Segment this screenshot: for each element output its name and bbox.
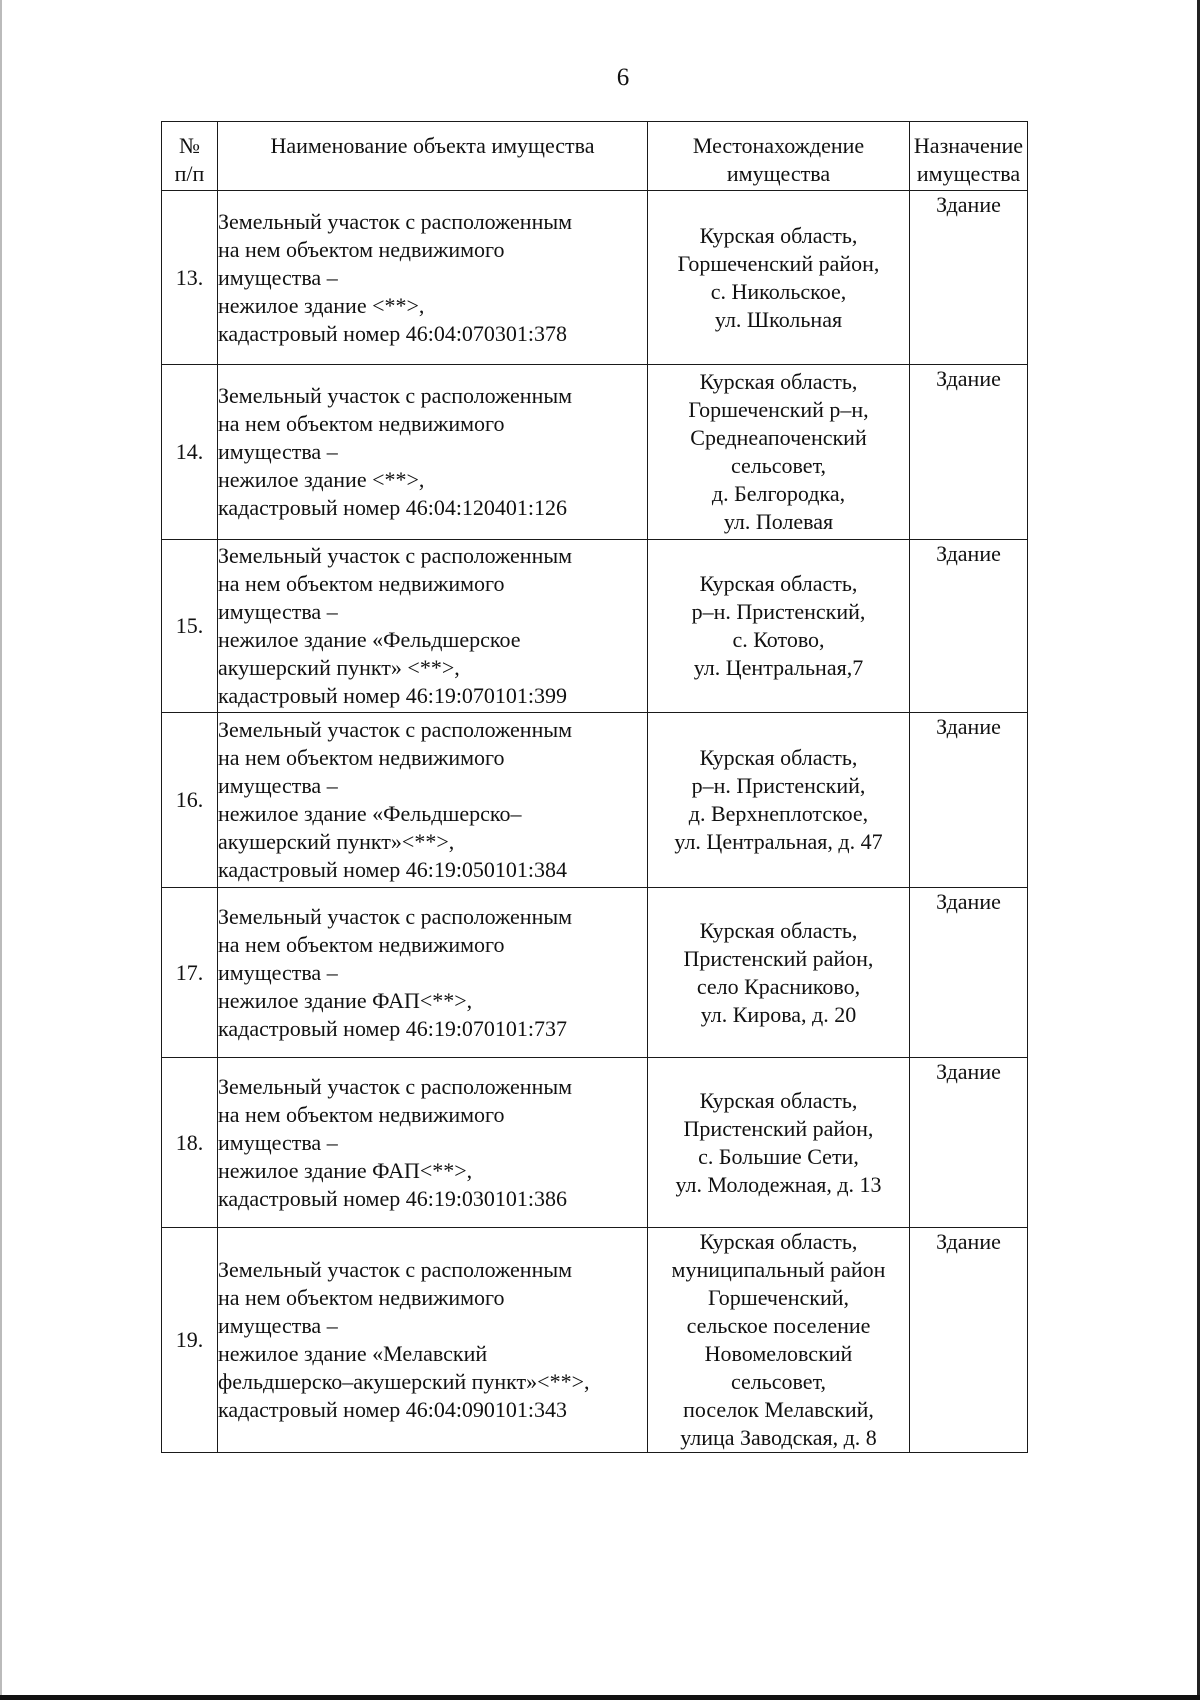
property-name-line: Земельный участок с расположенным bbox=[218, 208, 573, 234]
property-location-line: Курская область, bbox=[699, 917, 858, 943]
property-location-line: ул. Центральная, д. 47 bbox=[674, 829, 883, 854]
property-location bbox=[648, 191, 910, 365]
property-location-line: с. Большие Сети, bbox=[698, 1143, 859, 1169]
property-purpose: Здание bbox=[910, 1228, 1028, 1453]
header-purpose-line: имущества bbox=[916, 161, 1021, 186]
property-location-line: Курская область, bbox=[699, 1087, 858, 1113]
property-location bbox=[648, 540, 910, 713]
table-row bbox=[162, 713, 1028, 888]
row-number: 17. bbox=[162, 888, 218, 1058]
property-location-line: поселок Мелавский, bbox=[683, 1397, 874, 1422]
property-name-line: нежилое здание «Фельдшерско– bbox=[218, 801, 522, 826]
property-location-line: ул. Центральная,7 bbox=[693, 655, 864, 680]
property-location-line: Новомеловский bbox=[704, 1341, 853, 1366]
property-location bbox=[648, 888, 910, 1058]
property-name-line: кадастровый номер 46:04:090101:343 bbox=[218, 1397, 568, 1422]
property-registry-table bbox=[161, 121, 1028, 1453]
property-location-line: Горшеченский, bbox=[707, 1285, 850, 1310]
property-name-line: кадастровый номер 46:19:050101:384 bbox=[218, 857, 568, 882]
property-name-line: Земельный участок с расположенным bbox=[218, 383, 573, 408]
property-location-line: Пристенский район, bbox=[683, 1115, 874, 1141]
row-number: 16. bbox=[162, 713, 218, 888]
header-location-line: имущества bbox=[726, 161, 831, 186]
header-num-line: № bbox=[179, 133, 200, 158]
header-num bbox=[162, 122, 218, 191]
table-row bbox=[162, 1058, 1028, 1228]
table-row bbox=[162, 191, 1028, 365]
property-purpose: Здание bbox=[910, 1058, 1028, 1228]
property-location-line: сельское поселение bbox=[686, 1313, 871, 1338]
property-location-line: улица Заводская, д. 8 bbox=[680, 1425, 877, 1450]
property-location-line: ул. Молодежная, д. 13 bbox=[675, 1171, 882, 1197]
property-name-line: на нем объектом недвижимого bbox=[218, 411, 505, 436]
property-name-line: на нем объектом недвижимого bbox=[218, 571, 505, 596]
property-location-line: ул. Школьная bbox=[714, 306, 843, 332]
property-name-line: Земельный участок с расположенным bbox=[218, 903, 573, 929]
property-name-line: имущества – bbox=[218, 773, 338, 798]
row-number: 19. bbox=[162, 1228, 218, 1453]
header-purpose bbox=[910, 122, 1028, 191]
header-num-line: п/п bbox=[174, 161, 205, 186]
property-name-line: кадастровый номер 46:04:120401:126 bbox=[218, 495, 568, 520]
header-purpose-line: Назначение bbox=[913, 133, 1024, 158]
table-row bbox=[162, 365, 1028, 540]
property-name-line: акушерский пункт» <**>, bbox=[218, 655, 460, 680]
property-name-line: на нем объектом недвижимого bbox=[218, 745, 505, 770]
property-location-line: Курская область, bbox=[699, 571, 858, 596]
property-name-line: кадастровый номер 46:04:070301:378 bbox=[218, 320, 568, 346]
property-location-line: Пристенский район, bbox=[683, 945, 874, 971]
property-name-line: на нем объектом недвижимого bbox=[218, 236, 505, 262]
property-purpose: Здание bbox=[910, 540, 1028, 713]
property-location-line: д. Верхнеплотское, bbox=[688, 801, 869, 826]
property-location-line: д. Белгородка, bbox=[711, 481, 846, 506]
property-purpose: Здание bbox=[910, 191, 1028, 365]
property-name bbox=[218, 1058, 648, 1228]
property-name-line: нежилое здание <**>, bbox=[218, 467, 425, 492]
table-body bbox=[162, 191, 1028, 1453]
property-name-line: имущества – bbox=[218, 439, 338, 464]
page-number: 6 bbox=[616, 64, 630, 91]
table-row bbox=[162, 1228, 1028, 1453]
property-location-line: Горшеченский р–н, bbox=[688, 397, 869, 422]
property-location-line: сельсовет, bbox=[730, 1369, 827, 1394]
header-row bbox=[162, 122, 1028, 191]
property-name-line: кадастровый номер 46:19:070101:737 bbox=[218, 1015, 568, 1041]
property-name-line: имущества – bbox=[218, 264, 338, 290]
property-name-line: имущества – bbox=[218, 1313, 338, 1338]
property-name bbox=[218, 365, 648, 540]
property-name-line: Земельный участок с расположенным bbox=[218, 717, 573, 742]
property-purpose: Здание bbox=[910, 713, 1028, 888]
property-name-line: нежилое здание ФАП<**>, bbox=[218, 987, 473, 1013]
property-location-line: Курская область, bbox=[699, 222, 858, 248]
property-name bbox=[218, 713, 648, 888]
property-location-line: муниципальный район bbox=[671, 1257, 886, 1282]
property-location bbox=[648, 1228, 910, 1453]
property-name bbox=[218, 540, 648, 713]
property-location-line: Горшеченский район, bbox=[677, 250, 880, 276]
property-location bbox=[648, 1058, 910, 1228]
scan-left-edge bbox=[0, 0, 2, 1700]
property-location-line: с. Никольское, bbox=[710, 278, 847, 304]
property-location-line: сельсовет, bbox=[730, 453, 827, 478]
property-location-line: р–н. Пристенский, bbox=[691, 773, 866, 798]
row-number: 13. bbox=[162, 191, 218, 365]
property-purpose: Здание bbox=[910, 888, 1028, 1058]
property-name-line: акушерский пункт»<**>, bbox=[218, 829, 455, 854]
property-location bbox=[648, 365, 910, 540]
property-purpose: Здание bbox=[910, 365, 1028, 540]
property-name-line: имущества – bbox=[218, 1129, 338, 1155]
property-location-line: ул. Полевая bbox=[723, 509, 834, 534]
property-name-line: нежилое здание «Фельдшерское bbox=[218, 627, 521, 652]
property-name-line: нежилое здание <**>, bbox=[218, 292, 425, 318]
property-name-line: нежилое здание ФАП<**>, bbox=[218, 1157, 473, 1183]
property-name bbox=[218, 888, 648, 1058]
table-row bbox=[162, 888, 1028, 1058]
header-name-line: Наименование объекта имущества bbox=[270, 133, 595, 158]
property-name-line: Земельный участок с расположенным bbox=[218, 543, 573, 568]
property-location-line: село Красниково, bbox=[696, 973, 861, 999]
property-name-line: на нем объектом недвижимого bbox=[218, 931, 505, 957]
property-location-line: Курская область, bbox=[699, 369, 858, 394]
property-location-line: Среднеапоченский bbox=[690, 425, 867, 450]
property-name-line: на нем объектом недвижимого bbox=[218, 1101, 505, 1127]
row-number: 14. bbox=[162, 365, 218, 540]
row-number: 15. bbox=[162, 540, 218, 713]
scan-bottom-edge bbox=[0, 1695, 1200, 1700]
property-name-line: кадастровый номер 46:19:030101:386 bbox=[218, 1185, 568, 1211]
property-name-line: имущества – bbox=[218, 959, 338, 985]
property-name-line: имущества – bbox=[218, 599, 338, 624]
property-location-line: с. Котово, bbox=[732, 627, 825, 652]
property-name bbox=[218, 191, 648, 365]
property-name-line: на нем объектом недвижимого bbox=[218, 1285, 505, 1310]
property-name bbox=[218, 1228, 648, 1453]
property-location bbox=[648, 713, 910, 888]
property-name-line: фельдшерско–акушерский пункт»<**>, bbox=[218, 1369, 590, 1394]
table-row bbox=[162, 540, 1028, 713]
property-name-line: кадастровый номер 46:19:070101:399 bbox=[218, 683, 568, 708]
property-location-line: ул. Кирова, д. 20 bbox=[700, 1001, 857, 1027]
row-number: 18. bbox=[162, 1058, 218, 1228]
property-name-line: Земельный участок с расположенным bbox=[218, 1257, 573, 1282]
header-name bbox=[218, 122, 648, 191]
header-location-line: Местонахождение bbox=[692, 133, 865, 158]
header-location bbox=[648, 122, 910, 191]
property-location-line: Курская область, bbox=[699, 745, 858, 770]
property-name-line: нежилое здание «Мелавский bbox=[218, 1341, 488, 1366]
property-name-line: Земельный участок с расположенным bbox=[218, 1073, 573, 1099]
property-location-line: р–н. Пристенский, bbox=[691, 599, 866, 624]
property-location-line: Курская область, bbox=[699, 1229, 858, 1254]
